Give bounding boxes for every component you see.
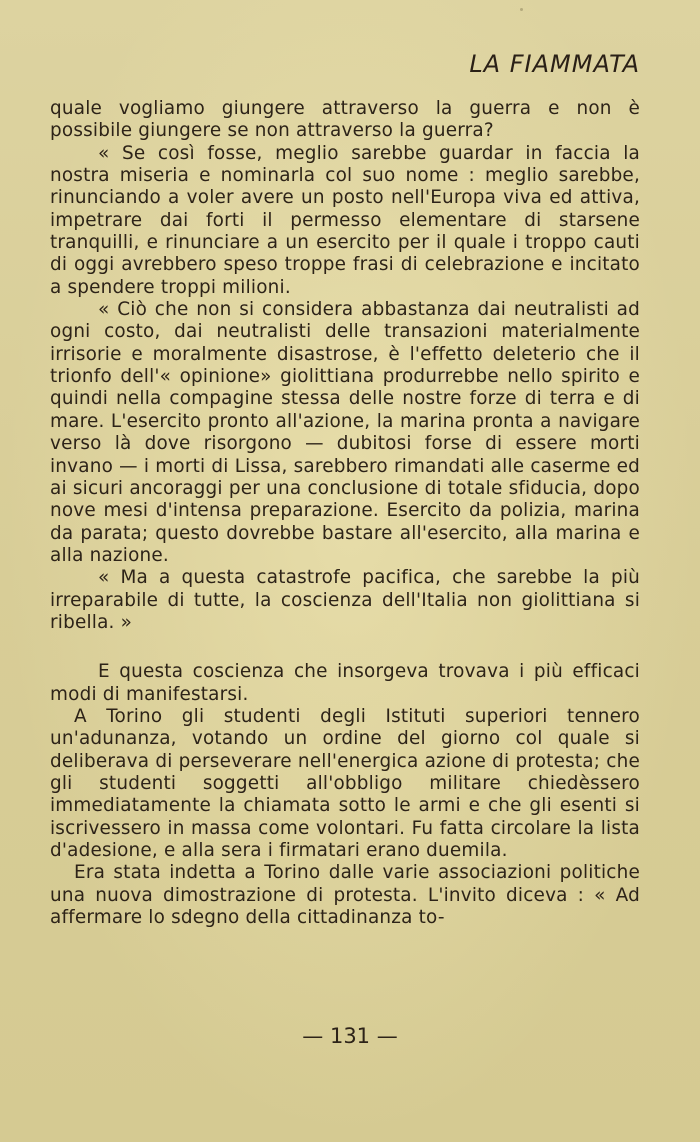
page-number: — 131 — (302, 1024, 398, 1048)
section-gap (50, 634, 640, 661)
paragraph: A Torino gli studenti degli Istituti superiori tennero un'adunanza, votando un ordine del giorno col quale si deliberava di perseverare nell'energica azione di protesta; che gli studenti soggetti all'obbligo militare chiedèssero immediatamente la chiamata sotto le armi e che gli esenti si iscrivessero in massa come volontari. Fu fatta circolare la lista d'adesione, e alla sera i firmatari erano duemila. (50, 705, 640, 861)
paragraph: E questa coscienza che insorgeva trovava i più efficaci modi di manifestarsi. (50, 661, 640, 705)
paper-speck (520, 8, 523, 11)
page-body (50, 98, 640, 929)
paragraph: « Ma a questa catastrofe pacifica, che sarebbe la più irreparabile di tutte, la coscienza dell'Italia non giolittiana si ribella. » (50, 567, 640, 633)
paragraph-continued: quale vogliamo giungere attraverso la guerra e non è possibile giungere se non attraverso la guerra? (50, 98, 640, 142)
paragraph: « Se così fosse, meglio sarebbe guardar in faccia la nostra miseria e nominarla col suo nome : meglio sarebbe, rinunciando a voler avere un posto nell'Europa viva ed attiva, impetrare dai forti il permesso elementare di starsene tranquilli, e rinunciare a un esercito per il quale i troppo cauti di oggi avrebbero speso troppe frasi di celebrazione e incitato a spendere troppi milioni. (50, 142, 640, 298)
running-head: LA FIAMMATA (469, 50, 640, 78)
paragraph: « Ciò che non si considera abbastanza dai neutralisti ad ogni costo, dai neutralisti delle transazioni materialmente irrisorie e moralmente disastrose, è l'effetto deleterio che il trionfo dell'« opinione» giolittiana produrrebbe nello spirito e quindi nella compagine stessa delle nostre forze di terra e di mare. L'esercito pronto all'azione, la marina pronta a navigare verso là dove risorgono — dubitosi forse di essere morti invano — i morti di Lissa, sarebbero rimandati alle caserme ed ai sicuri ancoraggi per una conclusione di totale sfiducia, dopo nove mesi d'intensa preparazione. Esercito da polizia, marina da parata; questo dovrebbe bastare all'esercito, alla marina e alla nazione. (50, 299, 640, 566)
paragraph: Era stata indetta a Torino dalle varie associazioni politiche una nuova dimostrazione di protesta. L'invito diceva : « Ad affermare lo sdegno della cittadinanza to- (50, 862, 640, 929)
